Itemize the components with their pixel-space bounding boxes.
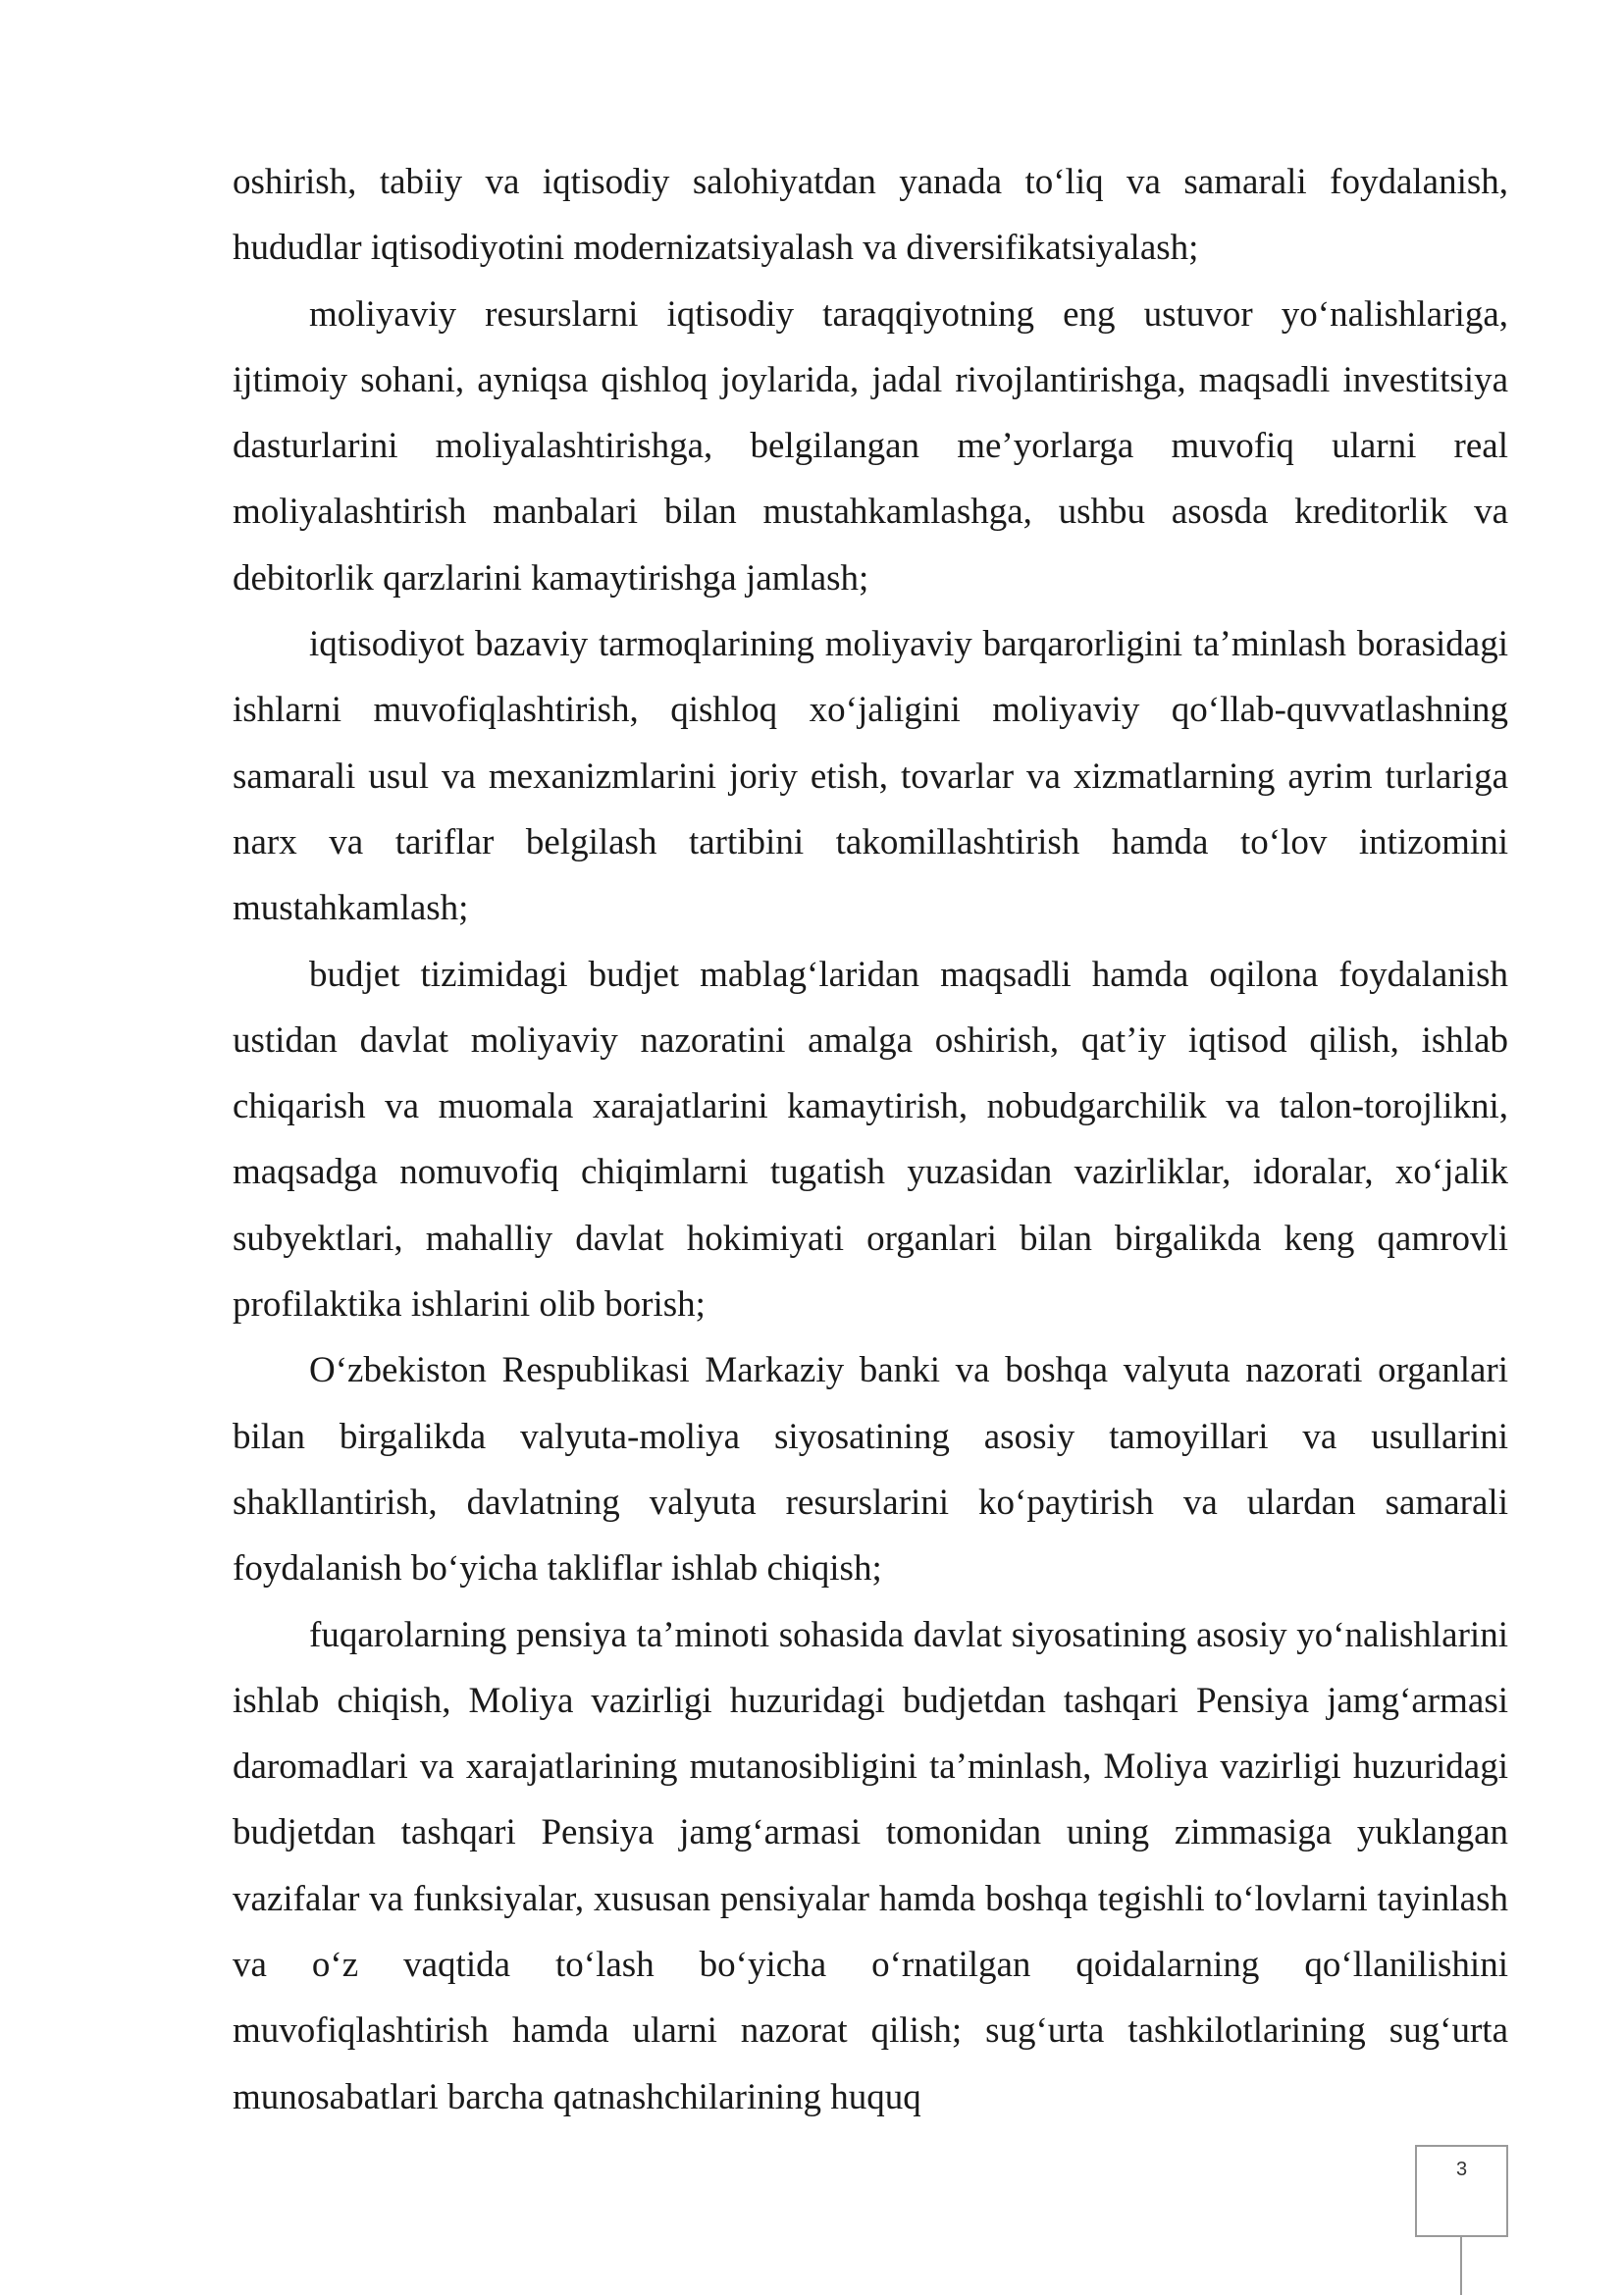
page-number: 3 [1455, 2159, 1468, 2180]
page-number-box [1415, 2145, 1508, 2237]
paragraph-economic-sectors: iqtisodiyot bazaviy tarmoqlarining moliyaviy barqarorligini ta’minlash borasidagi ishlarni muvofiqlashtirish, qishloq xo‘jaligini moliyaviy qo‘llab-quvvatlashning samarali usul va mexanizmlarini joriy etish, tovarlar va xizmatlarning ayrim turlariga narx va tariflar belgilash tartibini takomillashtirish hamda to‘lov intizomini mustahkamlash; [233, 624, 1508, 929]
document-body [233, 149, 1508, 2130]
paragraph-budget-control: budjet tizimidagi budjet mablag‘laridan maqsadli hamda oqilona foydalanish ustidan davlat moliyaviy nazoratini amalga oshirish, qat’iy iqtisod qilish, ishlab chiqarish va muomala xarajatlarini kamaytirish, nobudgarchilik va talon-torojlikni, maqsadga nomuvofiq chiqimlarni tugatish yuzasidan vazirliklar, idoralar, xo‘jalik subyektlari, mahalliy davlat hokimiyati organlari bilan birgalikda keng qamrovli profilaktika ishlarini olib borish; [233, 954, 1508, 1326]
page-number-connector-line [1460, 2237, 1462, 2295]
paragraph-continuation: oshirish, tabiiy va iqtisodiy salohiyatdan yanada to‘liq va samarali foydalanish, hududlar iqtisodiyotini modernizatsiyalash va diversifikatsiyalash; [233, 162, 1508, 269]
paragraph-currency-policy: O‘zbekiston Respublikasi Markaziy banki va boshqa valyuta nazorati organlari bilan birgalikda valyuta-moliya siyosatining asosiy tamoyillari va usullarini shakllantirish, davlatning valyuta resurslarini ko‘paytirish va ulardan samarali foydalanish bo‘yicha takliflar ishlab chiqish; [233, 1350, 1508, 1590]
paragraph-pension-policy: fuqarolarning pensiya ta’minoti sohasida davlat siyosatining asosiy yo‘nalishlarini ishlab chiqish, Moliya vazirligi huzuridagi budjetdan tashqari Pensiya jamg‘armasi daromadlari va xarajatlarining mutanosibligini ta’minlash, Moliya vazirligi huzuridagi budjetdan tashqari Pensiya jamg‘armasi tomonidan uning zimmasiga yuklangan vazifalar va funksiyalar, xususan pensiyalar hamda boshqa tegishli to‘lovlarni tayinlash va o‘z vaqtida to‘lash bo‘yicha o‘rnatilgan qoidalarning qo‘llanilishini muvofiqlashtirish hamda ularni nazorat qilish; sug‘urta tashkilotlarining sug‘urta munosabatlari barcha qatnashchilarining huquq [233, 1614, 1508, 2117]
paragraph-financial-resources: moliyaviy resurslarni iqtisodiy taraqqiyotning eng ustuvor yo‘nalishlariga, ijtimoiy sohani, ayniqsa qishloq joylarida, jadal rivojlantirishga, maqsadli investitsiya dasturlarini moliyalashtirishga, belgilangan me’yorlarga muvofiq ularni real moliyalashtirish manbalari bilan mustahkamlashga, ushbu asosda kreditorlik va debitorlik qarzlarini kamaytirishga jamlash; [233, 293, 1508, 599]
